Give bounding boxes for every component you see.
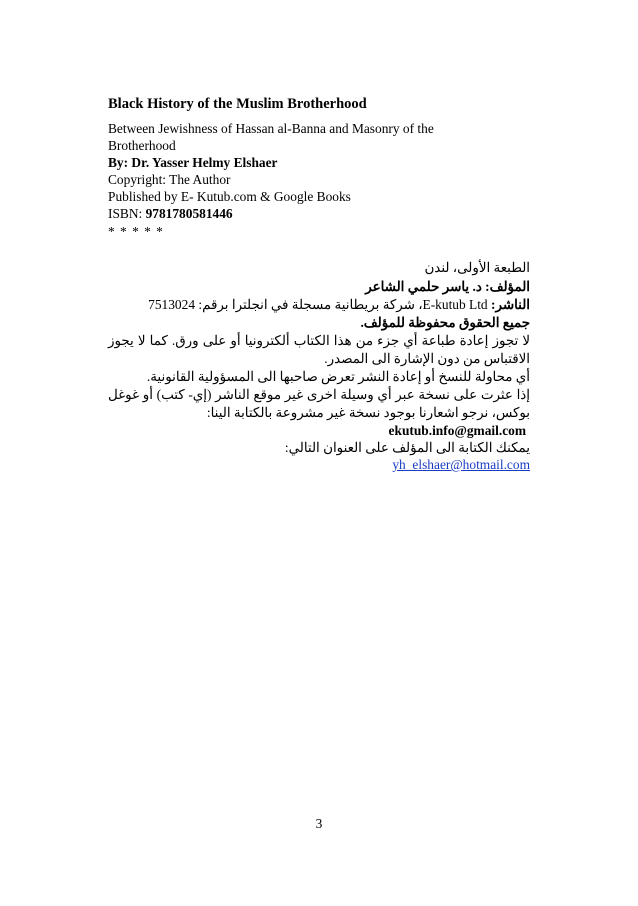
arabic-rights: جميع الحقوق محفوظة للمؤلف.	[360, 315, 530, 330]
arabic-p1-line2: الاقتباس من دون الإشارة الى المصدر.	[324, 351, 530, 366]
published-line: Published by E- Kutub.com & Google Books	[108, 189, 351, 204]
arabic-publisher-text: E-kutub Ltd، شركة بريطانية مسجلة في انجلترا برقم: 7513024	[148, 297, 491, 312]
arabic-p3-line2: بوكس، نرجو اشعارنا بوجود نسخة غير مشروعة بالكتابة الينا:	[206, 405, 530, 420]
book-title: Black History of the Muslim Brotherhood	[108, 96, 367, 112]
author-email-link[interactable]: yh_elshaer@hotmail.com	[392, 457, 530, 472]
arabic-edition: الطبعة الأولى، لندن	[424, 260, 530, 275]
arabic-publisher-label: الناشر:	[491, 297, 530, 312]
isbn-line	[108, 205, 548, 222]
copyright-line: Copyright: The Author	[108, 172, 231, 187]
arabic-p2-line1: أي محاولة للنسخ أو إعادة النشر تعرض صاحبها الى المسؤولية القانونية.	[146, 369, 530, 384]
arabic-p1-line1: لا تجوز إعادة طباعة أي جزء من هذا الكتاب ألكترونيا أو على ورق. كما لا يجوز	[108, 333, 530, 348]
arabic-p3-line1: إذا عثرت على نسخة عبر أي وسيلة اخرى غير موقع الناشر (إي- كتب) أو غوغل	[108, 387, 530, 402]
author-line: By: Dr. Yasser Helmy Elshaer	[108, 155, 278, 170]
arabic-author: المؤلف: د. ياسر حلمي الشاعر	[365, 279, 530, 294]
separator-stars: * * * * *	[108, 224, 164, 239]
publisher-email: ekutub.info@gmail.com	[388, 423, 526, 438]
arabic-contact-intro: يمكنك الكتابة الى المؤلف على العنوان التالي:	[284, 440, 530, 455]
isbn-value: 9781780581446	[145, 206, 233, 221]
page-number: 3	[315, 816, 323, 831]
arabic-publisher	[148, 296, 530, 313]
book-subtitle: Between Jewishness of Hassan al-Banna and Masonry of the Brotherhood	[108, 121, 434, 153]
isbn-label: ISBN:	[108, 206, 146, 221]
